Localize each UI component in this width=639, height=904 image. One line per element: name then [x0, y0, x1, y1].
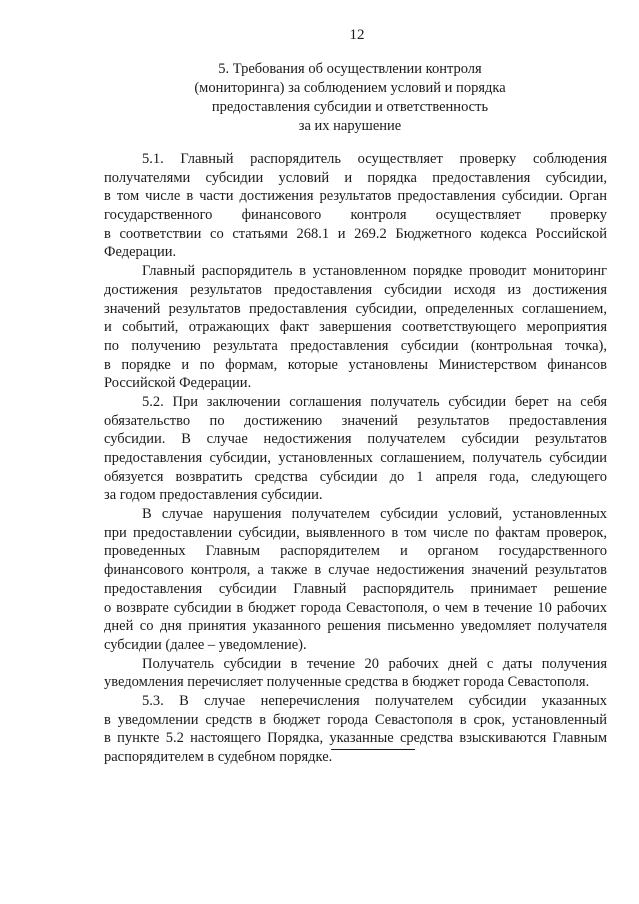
text-line: предоставления субсидии, установленных соглашением, получатель субсидии: [104, 450, 607, 466]
text-line: получателями субсидии условий и порядка предоставления субсидии,: [104, 169, 607, 186]
text-line: 5.3. В случае неперечисления получателем субсидии указанных: [142, 692, 607, 709]
text-line: 5.2. При заключении соглашения получатель субсидии берет на себя: [142, 393, 607, 410]
text-line: субсидии. В случае недостижения получателем субсидии результатов: [104, 431, 607, 448]
text-line: в соответствии со статьями 268.1 и 269.2 Бюджетного кодекса Российской: [104, 225, 607, 242]
text-line: Федерации.: [104, 244, 177, 261]
text-line: государственного финансового контроля осуществляет проверку: [104, 207, 607, 224]
paragraph: [104, 505, 607, 655]
text-line: за годом предоставления субсидии.: [104, 487, 323, 504]
closing-rule: [331, 749, 415, 750]
text-line: обязательство по достижению значений результатов предоставления: [104, 412, 607, 429]
section-title: [100, 60, 600, 136]
text-line: в уведомлении средств в бюджет города Севастополя в срок, установленный: [104, 711, 607, 728]
paragraph: [104, 692, 607, 767]
section-title-line: предоставления субсидии и ответственность: [211, 99, 489, 115]
text-line: проведенных Главным распорядителем и органом государственного: [104, 543, 607, 560]
text-line: предоставления субсидии Главный распорядитель принимает решение: [104, 580, 607, 597]
text-line: Российской Федерации.: [104, 375, 252, 392]
text-line: в том числе в части достижения результатов предоставления субсидии. Орган: [104, 188, 607, 205]
text-line: Главный распорядитель в установленном порядке проводит мониторинг: [142, 263, 607, 280]
text-line: обязуется возвратить средства субсидии до 1 апреля года, следующего: [104, 468, 607, 485]
text-line: значений результатов предоставления субсидии, определенных соглашением,: [104, 300, 607, 317]
text-line: субсидии (далее – уведомление).: [104, 636, 307, 653]
text-line: дней со дня принятия указанного решения письменно уведомляет получателя: [104, 618, 607, 635]
document-body: [104, 150, 607, 767]
text-line: о возврате субсидии в бюджет города Севастополя, о чем в течение 10 рабочих: [104, 599, 607, 616]
text-line: распорядителем в судебном порядке.: [104, 749, 333, 765]
text-line: уведомления перечисляет полученные средства в бюджет города Севастополя.: [104, 674, 590, 691]
paragraph: [104, 655, 607, 692]
page-number: 12: [349, 27, 365, 43]
section-title-line: за их нарушение: [298, 118, 402, 134]
text-line: по получению результата предоставления субсидии (контрольная точка),: [104, 337, 607, 354]
text-line: 5.1. Главный распорядитель осуществляет проверку соблюдения: [142, 151, 607, 167]
paragraph: [104, 262, 607, 393]
text-line: Получатель субсидии в течение 20 рабочих дней с даты получения: [142, 655, 607, 672]
paragraph: [104, 150, 607, 262]
text-line: и событий, отражающих факт завершения соответствующего мероприятия: [104, 319, 607, 336]
section-title-line: 5. Требования об осуществлении контроля: [218, 61, 482, 77]
text-line: достижения результатов предоставления субсидии исходя из достижения: [104, 281, 607, 298]
text-line: в пункте 5.2 настоящего Порядка, указанные средства взыскиваются Главным: [104, 730, 607, 747]
section-title-line: (мониторинга) за соблюдением условий и порядка: [194, 80, 506, 96]
text-line: при предоставлении субсидии, выявленного в том числе по фактам проверок,: [104, 524, 607, 541]
paragraph: [104, 393, 607, 505]
text-line: в порядке и по формам, которые установлены Министерством финансов: [104, 356, 607, 373]
text-line: В случае нарушения получателем субсидии условий, установленных: [142, 506, 607, 523]
text-line: финансового контроля, а также в случае недостижения значений результатов: [104, 562, 607, 579]
